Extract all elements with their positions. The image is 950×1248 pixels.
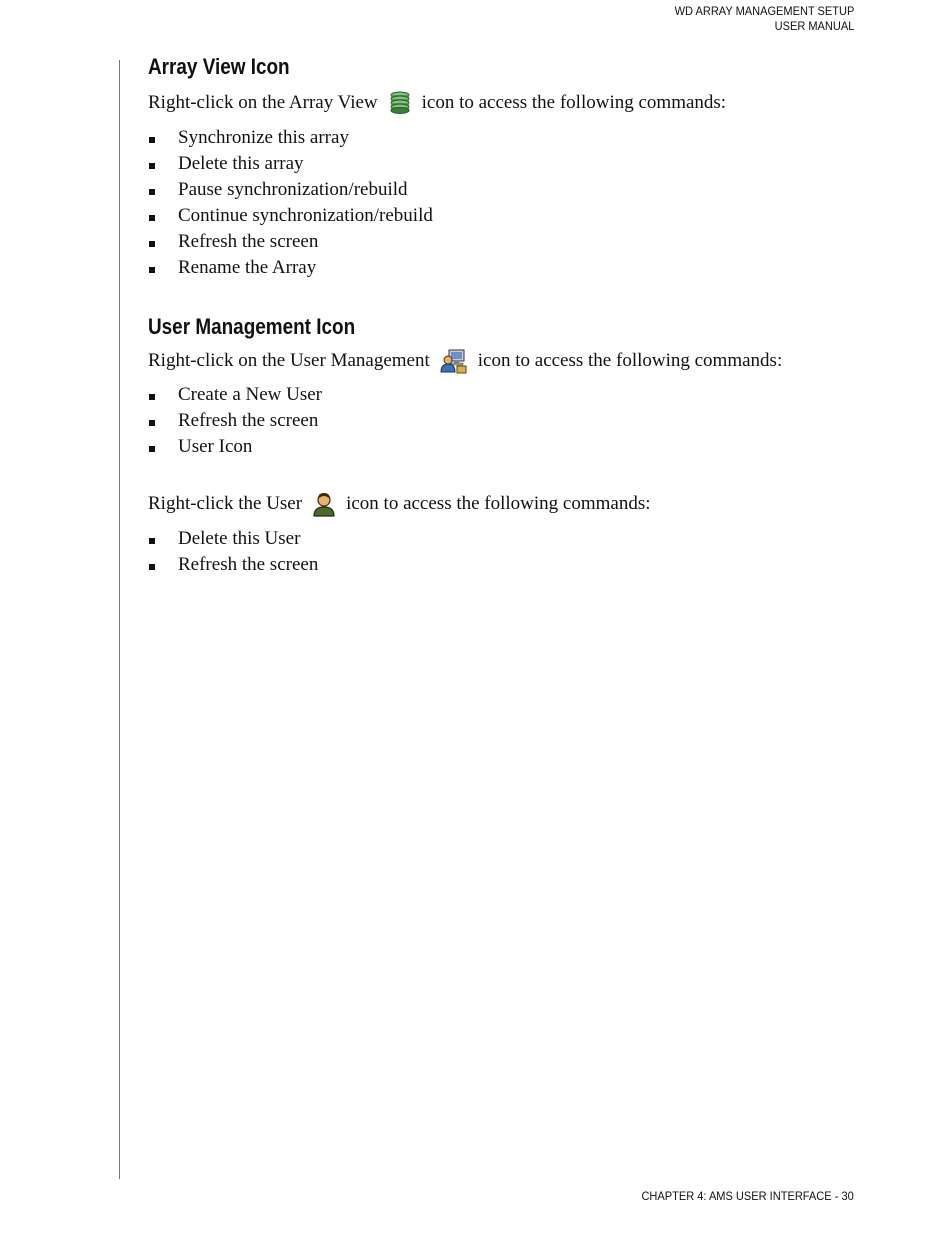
bullet-icon <box>149 420 155 426</box>
list-item: User Icon <box>148 434 322 460</box>
list-item: Continue synchronization/rebuild <box>148 203 433 229</box>
list-item: Refresh the screen <box>148 552 318 578</box>
list-item: Delete this array <box>148 151 433 177</box>
header-title: WD ARRAY MANAGEMENT SETUP <box>674 4 854 18</box>
user-management-icon <box>440 348 468 374</box>
bullet-icon <box>149 267 155 273</box>
bullet-icon <box>149 189 155 195</box>
user-commands <box>148 526 318 578</box>
bullet-icon <box>149 394 155 400</box>
array-view-icon <box>388 90 412 116</box>
bullet-icon <box>149 241 155 247</box>
user-icon <box>312 491 336 517</box>
user-management-intro <box>148 348 782 374</box>
bullet-icon <box>149 215 155 221</box>
array-view-commands <box>148 125 433 281</box>
bullet-icon <box>149 163 155 169</box>
bullet-icon <box>149 538 155 544</box>
heading-user-management-icon: User Management Icon <box>148 314 356 339</box>
user-intro <box>148 491 651 517</box>
user-management-intro-before: Right-click on the User Management <box>148 350 430 371</box>
user-intro-after: icon to access the following commands: <box>346 493 651 514</box>
user-management-intro-after: icon to access the following commands: <box>477 350 783 371</box>
list-item: Pause synchronization/rebuild <box>148 177 433 203</box>
running-header <box>674 4 854 34</box>
bullet-icon <box>149 137 155 143</box>
user-management-commands <box>148 382 322 460</box>
array-view-intro-before: Right-click on the Array View <box>148 92 378 113</box>
list-item: Create a New User <box>148 382 322 408</box>
list-item: Synchronize this array <box>148 125 433 151</box>
heading-array-view-icon: Array View Icon <box>148 54 290 79</box>
header-subtitle: USER MANUAL <box>774 19 854 33</box>
list-item: Refresh the screen <box>148 408 322 434</box>
array-view-intro-after: icon to access the following commands: <box>421 92 727 113</box>
bullet-icon <box>149 446 155 452</box>
bullet-icon <box>149 564 155 570</box>
list-item: Rename the Array <box>148 255 433 281</box>
array-view-intro <box>148 90 726 116</box>
page-footer: CHAPTER 4: AMS USER INTERFACE - 30 <box>641 1189 854 1203</box>
user-intro-before: Right-click the User <box>148 493 303 514</box>
margin-rule <box>119 60 120 1179</box>
list-item: Delete this User <box>148 526 318 552</box>
list-item: Refresh the screen <box>148 229 433 255</box>
